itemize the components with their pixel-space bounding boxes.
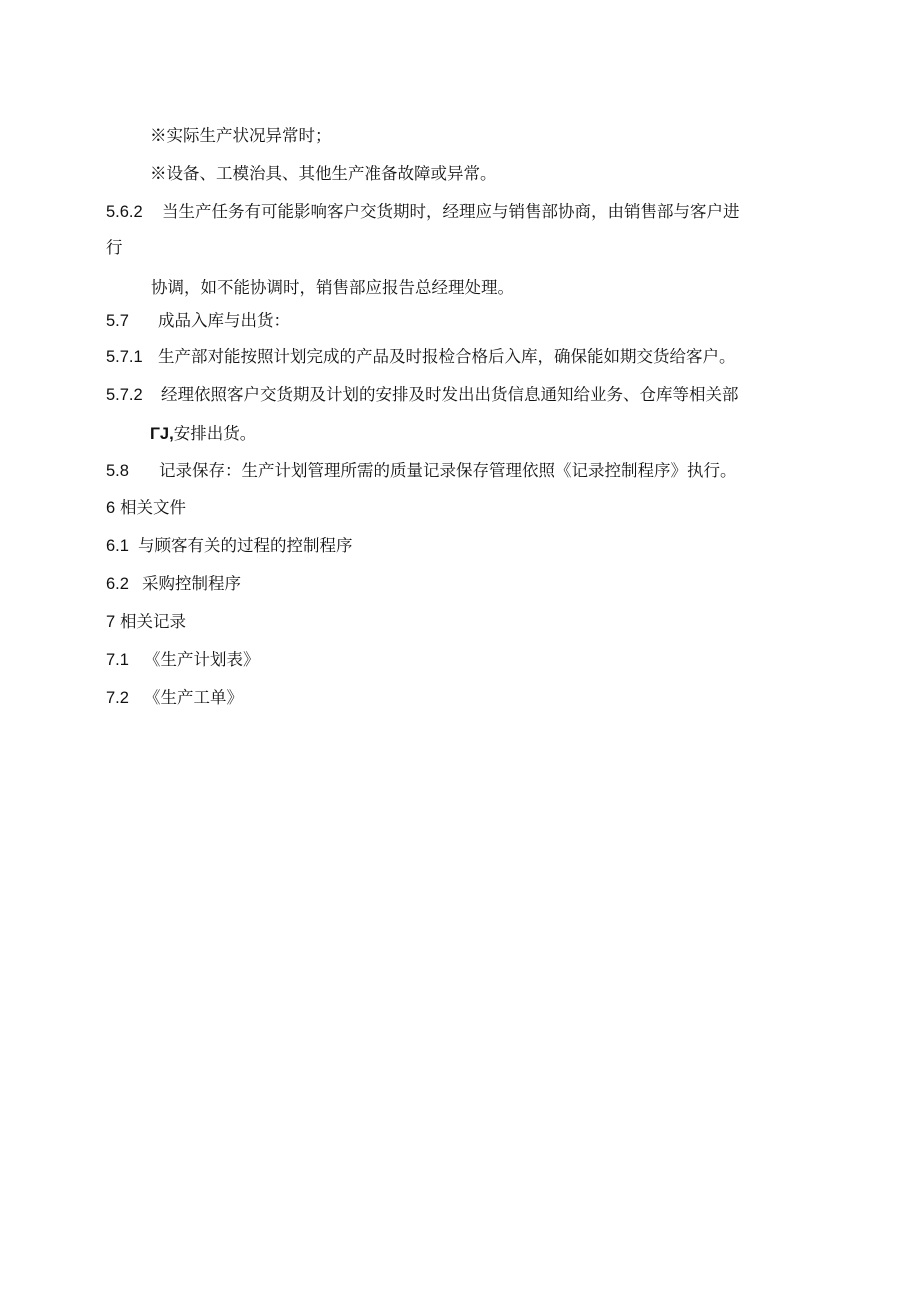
- section-7-heading: [106, 611, 186, 633]
- clause-text: 生产部对能按照计划完成的产品及时报检合格后入库，确保能如期交货给客户。: [158, 347, 736, 366]
- clause-5-6-2-wrap: [106, 237, 123, 259]
- line-text: 协调，如不能协调时，销售部应报告总经理处理。: [151, 278, 514, 297]
- clause-5-8: [106, 460, 737, 482]
- line-text: 安排出货。: [173, 424, 257, 443]
- garbled-fragment: ΓJ,: [150, 425, 174, 443]
- ref-number: 6.2: [106, 575, 129, 593]
- record-7-2: [106, 687, 243, 709]
- clause-number: 5.7: [106, 312, 129, 330]
- clause-number: 5.8: [106, 462, 129, 480]
- line-text: ※实际生产状况异常时；: [150, 126, 332, 145]
- ref-text: 采购控制程序: [142, 574, 241, 593]
- section-title: 相关记录: [120, 612, 186, 631]
- clause-number: 5.7.2: [106, 386, 143, 404]
- ref-6-2: [106, 573, 241, 595]
- item-equipment-fault: [150, 163, 497, 185]
- clause-5-6-2-continued: [151, 277, 514, 299]
- record-number: 7.1: [106, 651, 129, 669]
- clause-5-7: [106, 310, 290, 332]
- ref-number: 6.1: [106, 537, 129, 555]
- clause-number: 5.7.1: [106, 348, 143, 366]
- clause-text: 当生产任务有可能影响客户交货期时，经理应与销售部协商，由销售部与客户进: [162, 202, 740, 221]
- ref-text: 与顾客有关的过程的控制程序: [138, 536, 353, 555]
- item-abnormal-production: [150, 125, 332, 147]
- line-text: ※设备、工模治具、其他生产准备故障或异常。: [150, 164, 497, 183]
- section-title: 相关文件: [120, 498, 186, 517]
- section-number: 6: [106, 499, 116, 517]
- record-number: 7.2: [106, 689, 129, 707]
- record-7-1: [106, 649, 260, 671]
- clause-text: 记录保存：生产计划管理所需的质量记录保存管理依照《记录控制程序》执行。: [159, 461, 737, 480]
- clause-5-6-2: [106, 201, 740, 223]
- record-text: 《生产计划表》: [144, 650, 260, 669]
- clause-5-7-2: [106, 384, 739, 406]
- clause-5-7-1: [106, 346, 736, 368]
- section-number: 7: [106, 613, 116, 631]
- clause-number: 5.6.2: [106, 203, 143, 221]
- clause-text: 成品入库与出货：: [158, 311, 290, 330]
- clause-5-7-2-continued: [150, 423, 256, 445]
- section-6-heading: [106, 497, 186, 519]
- clause-text: 经理依照客户交货期及计划的安排及时发出出货信息通知给业务、仓库等相关部: [161, 385, 739, 404]
- ref-6-1: [106, 535, 353, 557]
- record-text: 《生产工单》: [144, 688, 243, 707]
- line-text: 行: [106, 238, 123, 257]
